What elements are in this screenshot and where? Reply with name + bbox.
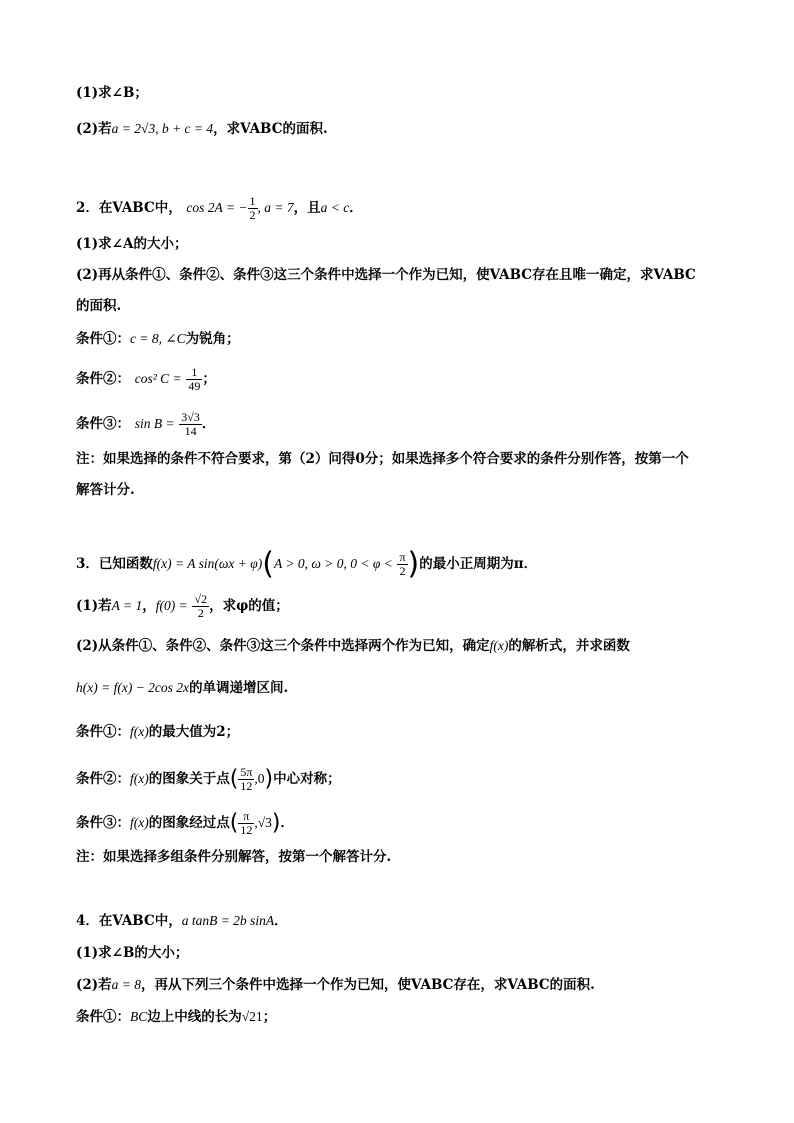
q3-note-text: 注：如果选择多组条件分别解答，按第一个解答计分. <box>76 849 392 865</box>
q4-stem <box>76 911 288 931</box>
q3-part1 <box>76 593 289 620</box>
q4-part1 <box>76 943 188 963</box>
q1-part2-suffix: ，求VABC的面积. <box>213 121 328 137</box>
q4-cond1 <box>76 1007 276 1027</box>
q2-cond2-den: 49 <box>188 379 201 393</box>
q3-cond1-math: f(x) <box>130 724 149 739</box>
q2-part2-line1-text: (2)再从条件①、条件②、条件③这三个条件中选择一个作为已知，使VABC存在且唯一确定，求VABC <box>76 267 696 283</box>
q3-cond1 <box>76 722 239 742</box>
q3-pi-num: π <box>399 550 406 564</box>
q2-cond1 <box>76 329 240 349</box>
q4-part2-math: a = 8 <box>111 977 142 992</box>
q3-cond2-end: 中心对称； <box>273 771 341 787</box>
q3-part2-line1-suffix: 的解析式，并求函数 <box>508 638 630 654</box>
q4-part2 <box>76 975 595 995</box>
q2-part1 <box>76 234 187 254</box>
q2-cond2-end: ； <box>202 371 216 387</box>
q2-cond2-num: 1 <box>186 366 202 380</box>
q3-part1-fraction <box>192 593 209 620</box>
q2-cond2-math: cos² C = <box>134 371 182 386</box>
q3-cond2-left-paren: ( <box>229 766 239 792</box>
q3-part2-line1 <box>76 636 630 656</box>
q3-cond1-label: 条件①： <box>76 724 130 740</box>
q3-cond2-den: 12 <box>240 779 253 793</box>
q3-stem-prefix: 3．已知函数 <box>76 556 153 572</box>
q3-stem-fraction <box>397 551 407 578</box>
q2-cond3-end: ． <box>201 416 216 432</box>
q3-part1-num: √2 <box>194 592 208 606</box>
q2-cond2 <box>76 366 216 393</box>
q2-stem-math1: cos 2A = − <box>186 200 248 215</box>
q2-cond3-fraction <box>179 411 202 438</box>
q3-cond3-end: ． <box>280 815 294 831</box>
q4-part2-prefix: (2)若 <box>76 977 112 993</box>
q3-cond3-right-paren: ) <box>271 810 281 836</box>
q4-part2-suffix: ，再从下列三个条件中选择一个作为已知，使VABC存在，求VABC的面积. <box>141 977 595 993</box>
q2-part1-text: (1)求∠A的大小； <box>76 236 188 252</box>
q3-cond3-fraction <box>238 810 254 837</box>
q2-stem-math3: a < c <box>320 200 350 215</box>
q3-left-paren: ( <box>262 546 274 582</box>
q2-cond1-math: c = 8, ∠C <box>130 331 186 346</box>
q1-part1-text: (1)求∠B； <box>76 85 148 101</box>
q3-note <box>76 847 391 867</box>
q2-cond1-label: 条件①： <box>76 331 130 347</box>
q2-stem-mid: ，且 <box>293 200 321 216</box>
q1-part2-prefix: (2)若 <box>76 121 112 137</box>
q2-cond2-fraction <box>186 366 202 393</box>
q3-cond3-text: 的图象经过点 <box>148 815 230 831</box>
q2-stem-math2: , a = 7 <box>257 200 294 215</box>
q3-cond3-num: π <box>238 810 254 824</box>
q3-stem-suffix: 的最小正周期为π． <box>419 556 538 572</box>
q3-cond1-text: 的最大值为2； <box>148 724 240 740</box>
q3-part1-math2: f(0) = <box>155 598 188 613</box>
q3-part2-line2-math: h(x) = f(x) − 2cos 2x <box>76 680 190 695</box>
q4-stem-prefix: 4．在VABC中， <box>76 913 182 929</box>
q4-cond1-end: ； <box>262 1009 277 1025</box>
q4-cond1-text: 边上中线的长为 <box>147 1009 242 1025</box>
q2-frac-num: 1 <box>249 194 256 208</box>
q2-note-line2-text: 解答计分. <box>76 482 135 498</box>
q3-cond2-fraction <box>238 766 254 793</box>
q2-cond3-label: 条件③： <box>76 416 130 432</box>
q2-stem-fraction <box>248 195 258 222</box>
q3-part1-math1: A = 1 <box>111 598 143 613</box>
q3-stem-math: f(x) = A sin(ωx + φ) <box>152 556 263 571</box>
q4-stem-end: ． <box>274 913 288 929</box>
q3-pi-den: 2 <box>399 564 406 578</box>
q2-stem <box>76 195 363 222</box>
q1-part2 <box>76 119 328 139</box>
q2-cond1-text: 为锐角； <box>185 331 240 347</box>
q3-cond3 <box>76 810 294 837</box>
q3-cond2-right-paren: ) <box>264 766 274 792</box>
q3-cond2-after: ,0 <box>254 771 265 786</box>
q2-note-line2 <box>76 480 135 500</box>
q3-part2-line1-math: f(x) <box>489 638 509 653</box>
q3-cond2-num: 5π <box>240 765 253 779</box>
q3-part1-prefix: (1)若 <box>76 598 112 614</box>
q2-stem-end: ． <box>349 200 363 216</box>
q4-part1-text: (1)求∠B的大小； <box>76 945 189 961</box>
q2-cond2-label: 条件②： <box>76 371 130 387</box>
q2-cond3 <box>76 411 215 438</box>
q3-part2-line1-prefix: (2)从条件①、条件②、条件③这三个条件中选择两个作为已知，确定 <box>76 638 490 654</box>
q4-cond1-math: BC <box>130 1009 148 1024</box>
q4-stem-math: a tanB = 2b sinA <box>181 913 275 928</box>
q2-part2-line2 <box>76 296 121 316</box>
q2-part2-line2-text: 的面积. <box>76 298 122 314</box>
q3-stem <box>76 546 538 582</box>
q3-cond3-den: 12 <box>240 823 253 837</box>
q2-note-line1-text: 注：如果选择的条件不符合要求，第（2）问得0分；如果选择多个符合要求的条件分别作答，按第一个 <box>76 451 689 467</box>
q3-cond2-text: 的图象关于点 <box>148 771 230 787</box>
q2-cond3-math: sin B = <box>134 416 175 431</box>
q3-cond2 <box>76 766 341 793</box>
q2-cond3-den: 14 <box>184 424 197 438</box>
q4-cond1-label: 条件①： <box>76 1009 130 1025</box>
q3-part1-den: 2 <box>197 606 204 620</box>
q2-part2-line1 <box>76 265 696 285</box>
q2-stem-prefix: 2．在VABC中， <box>76 200 182 216</box>
q3-part1-mid: ， <box>142 598 156 614</box>
q3-part1-suffix: ，求φ的值； <box>209 598 289 614</box>
q2-note-line1 <box>76 449 689 469</box>
q3-cond3-label: 条件③： <box>76 815 130 831</box>
q3-cond2-math: f(x) <box>130 771 149 786</box>
q3-cond3-left-paren: ( <box>229 810 239 836</box>
q3-part2-line2-suffix: 的单调递增区间. <box>189 680 289 696</box>
q1-part1 <box>76 83 148 103</box>
q4-cond1-root: √21 <box>241 1009 263 1024</box>
q3-cond3-after: ,√3 <box>254 815 272 830</box>
q2-cond3-num: 3√3 <box>181 410 200 424</box>
q3-right-paren: ) <box>407 546 420 582</box>
q1-part2-math: a = 2√3, b + c = 4 <box>111 121 214 136</box>
q3-stem-cond: A > 0, ω > 0, 0 < φ < <box>273 556 393 571</box>
q3-part2-line2 <box>76 678 288 698</box>
q2-frac-den: 2 <box>249 208 256 222</box>
q3-cond3-math: f(x) <box>130 815 149 830</box>
q3-cond2-label: 条件②： <box>76 771 130 787</box>
